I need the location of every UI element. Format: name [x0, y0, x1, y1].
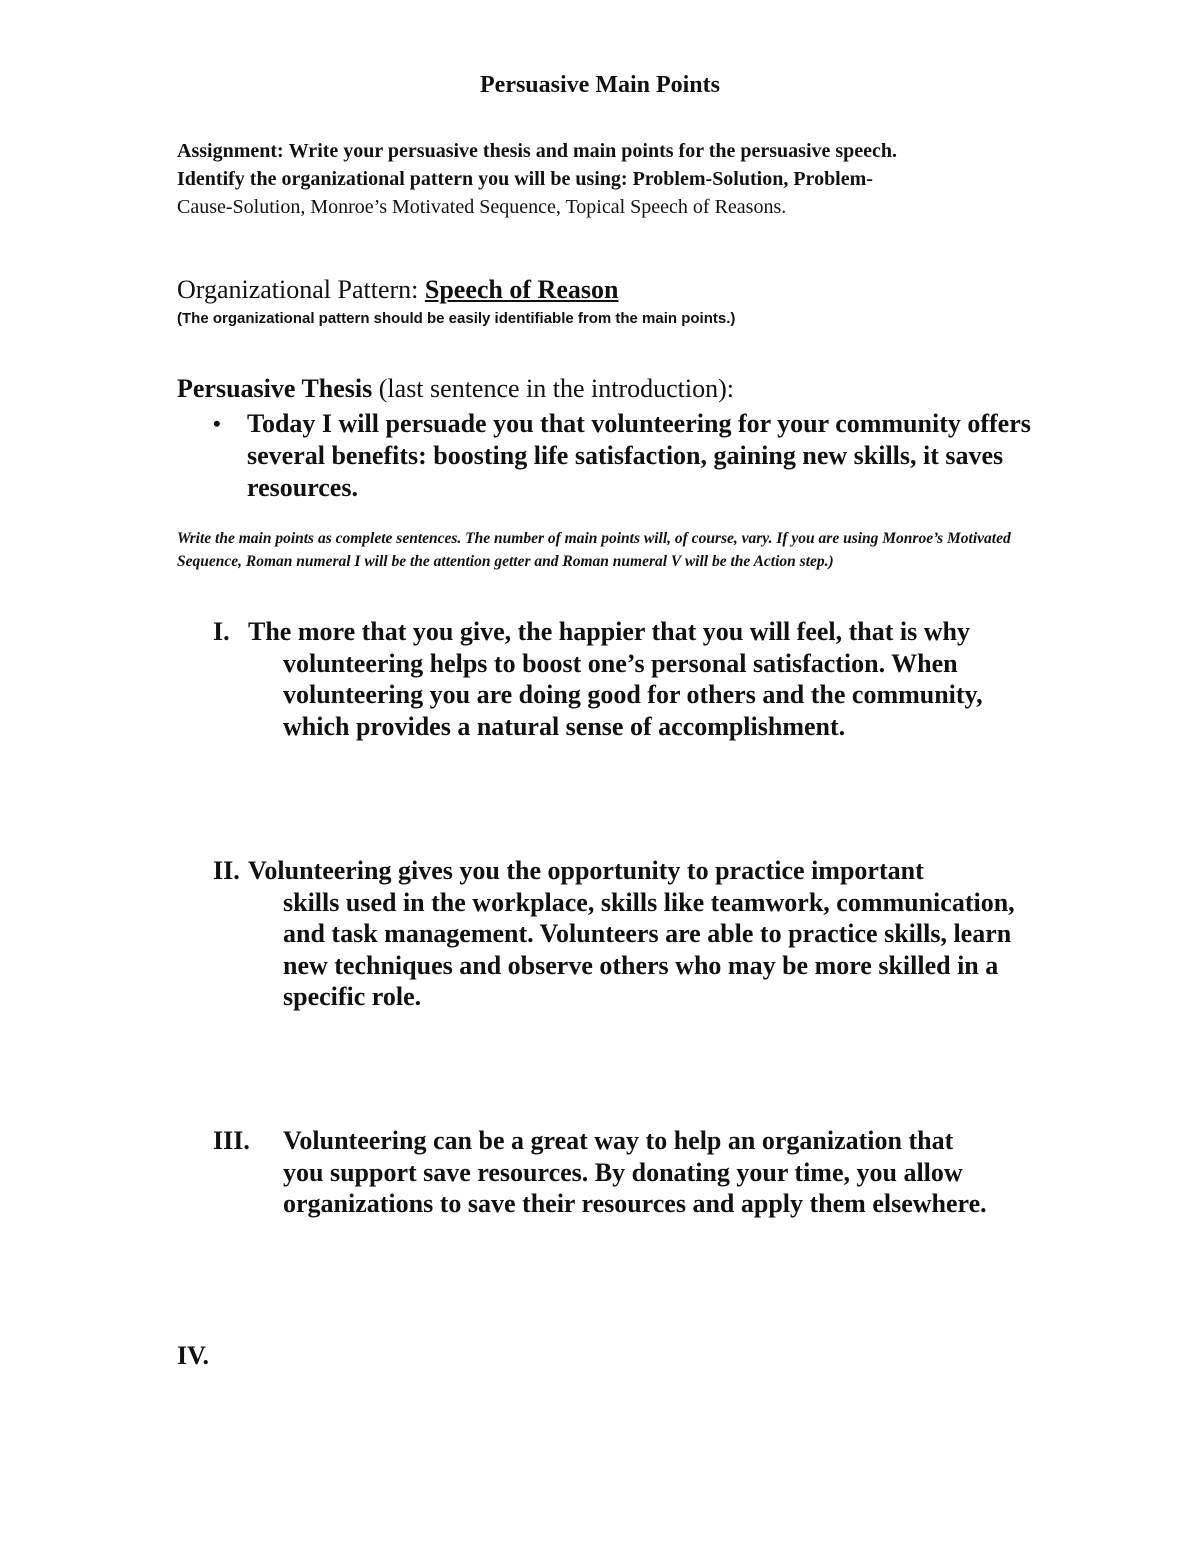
organizational-pattern-value: Speech of Reason — [424, 275, 619, 304]
thesis-heading-plain: (last sentence in the introduction): — [378, 374, 734, 403]
main-point-2-first-line: Volunteering gives you the opportunity to practice important — [248, 856, 924, 885]
patterns-plain: Cause-Solution, Monroe’s Motivated Sequence, Topical Speech of Reasons. — [177, 196, 787, 218]
main-point-3-first-line: Volunteering can be a great way to help an organization that — [283, 1126, 954, 1155]
organizational-pattern-heading — [177, 275, 618, 305]
main-point-2-numeral: II. — [213, 856, 240, 885]
patterns-bold: Problem-Solution, Problem- — [632, 168, 873, 190]
main-point-3-text: you support save resources. By donating your time, you allow organizations to save their resources and apply them elsewhere. — [283, 1157, 987, 1218]
main-point-3-numeral: III. — [213, 1126, 250, 1155]
assignment-label: Assignment: — [177, 140, 284, 162]
main-point-1-text: volunteering helps to boost one’s personal satisfaction. When volunteering you are doing good for others and the community, which provides a natural sense of accomplishment. — [283, 648, 983, 741]
thesis-heading — [177, 374, 734, 404]
main-point-2-text: skills used in the workplace, skills like teamwork, communication, and task management. Volunteers are able to practice skills, learn new techniques and observe others who may be more skilled in a specific role. — [283, 887, 1015, 1011]
organizational-pattern-note: (The organizational pattern should be easily identifiable from the main points.) — [177, 310, 736, 327]
assignment-text: Write your persuasive thesis and main points for the persuasive speech. — [288, 140, 898, 162]
main-point-1-numeral: I. — [213, 617, 230, 646]
assignment-block — [177, 137, 1037, 221]
document-title: Persuasive Main Points — [480, 72, 720, 98]
organizational-pattern-label: Organizational Pattern: — [177, 275, 419, 304]
identify-text: Identify the organizational pattern you will be using: — [177, 168, 628, 190]
thesis-text: Today I will persuade you that volunteering for your community offers several benefits: boosting life satisfaction, gaining new skills, it saves resources. — [247, 409, 1031, 502]
main-point-4-numeral: IV. — [177, 1341, 210, 1370]
main-point-1-first-line: The more that you give, the happier that you will feel, that is why — [248, 617, 970, 646]
bullet-icon: • — [213, 411, 221, 436]
thesis-heading-bold: Persuasive Thesis — [177, 374, 373, 403]
main-points-instructions: Write the main points as complete sentences. The number of main points will, of course, vary. If you are using Monroe’s Motivated Sequence, Roman numeral I will be the attention getter and Roman numeral V will be the Action step.) — [177, 530, 1011, 570]
